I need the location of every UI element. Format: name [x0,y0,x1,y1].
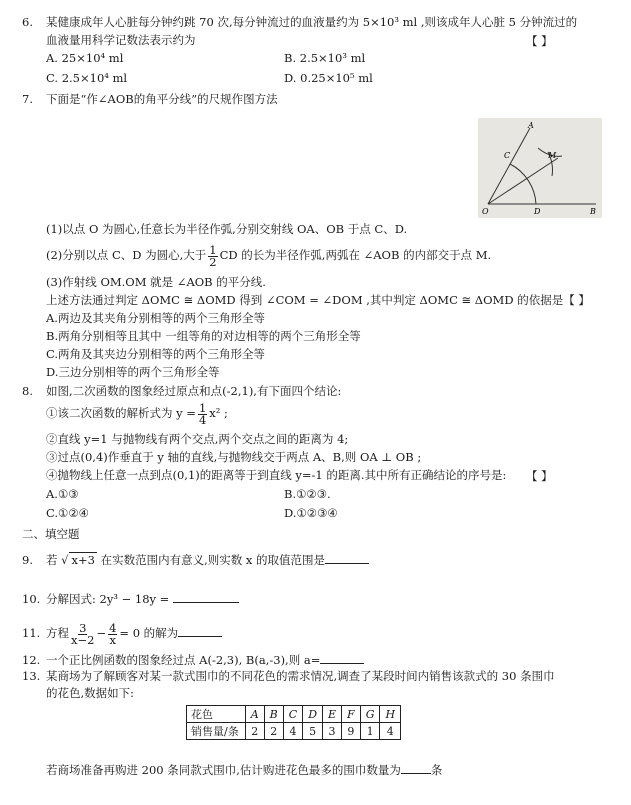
table-cell: 5 [303,723,323,740]
table-cell: A [245,706,264,723]
q10: 10. 分解因式: 2y³ − 18y = [22,591,239,607]
q8-option-c: C.①②④ [46,506,89,520]
fraction-half: $\frac{1}{2}$ [209,242,217,269]
table-header-row [187,706,401,723]
q7-option-c: C.两角及其夹边分别相等的两个三角形全等 [46,347,266,361]
q6-line2: 血液量用科学记数法表示约为 [46,33,196,47]
table-cell: 2 [264,723,283,740]
q9-answer-blank[interactable] [325,552,369,564]
q8-answer-bracket: 【 】 [526,469,553,483]
table-cell: 9 [342,723,361,740]
label-b: B [590,207,596,216]
label-o: O [482,207,489,216]
table-cell: F [342,706,361,723]
q6-line1: 6. 某健康成年人心脏每分钟约跳 70 次,每分钟流过的血液量约为 5×10³ ml ,则该成年人心脏 5 分钟流过的 [22,15,578,29]
q8-option-d: D.①②③④ [284,506,338,520]
q8-option-b: B.①②③. [284,487,331,501]
fraction-3-over-x-minus-2: $\frac{3}{x-2}$ [71,620,95,647]
q11-answer-blank[interactable] [178,625,222,637]
section-heading: 二、填空题 [22,527,80,541]
q8-conclusion-1: ①该二次函数的解析式为 y = $\frac{1}{4}$ x² ; [46,400,228,427]
table-cell: 2 [245,723,264,740]
q9: 9. 若 √ x+3 在实数范围内有意义,则实数 x 的取值范围是 [22,552,369,568]
q12-answer-blank[interactable] [320,652,364,664]
table-cell: D [303,706,323,723]
angle-bisector-diagram [478,118,602,218]
q11: 11. 方程 $\frac{3}{x-2}$ − $\frac{4}{x}$ = 0 的解为 [22,620,222,646]
table-cell: E [323,706,342,723]
q8-conclusion-3: ③过点(0,4)作垂直于 y 轴的直线,与抛物线交于两点 A、B,则 OA ⊥ OB ; [46,450,422,464]
q8-intro: 8. 如图,二次函数的图象经过原点和点(-2,1),有下面四个结论: [22,384,342,398]
q10-answer-blank[interactable] [173,591,239,603]
q8-option-a: A.①③ [46,487,79,501]
fraction-4-over-x: $\frac{4}{x}$ [109,620,117,647]
q9-radicand: x+3 [71,553,95,567]
table-cell: 花色 [187,706,246,723]
table-cell: 3 [323,723,342,740]
q11-number: 11. [22,626,41,640]
fraction-quarter: $\frac{1}{4}$ [198,400,207,427]
q13-line1: 13. 某商场为了解顾客对某一款式围巾的不同花色的需求情况,调查了某段时间内销售该款式的 30 条围巾 [22,669,555,683]
q13-answer-blank[interactable] [401,762,431,774]
q6-option-a: A. 25×10⁴ ml [46,51,124,65]
table-cell: C [283,706,302,723]
q8-number: 8. [22,384,33,398]
label-c: C [504,151,511,160]
q13-final: 若商场准备再购进 200 条同款式围巾,估计购进花色最多的围巾数量为 条 [46,763,443,777]
q7-option-b: B.两角分别相等且其中 一组等角的对边相等的两个三角形全等 [46,329,361,343]
q7-intro: 7. 下面是“作∠AOB的角平分线”的尺规作图方法 [22,92,278,106]
table-cell: G [360,706,380,723]
label-d: D [534,207,541,216]
label-a: A [528,121,534,130]
q7-step1: (1)以点 O 为圆心,任意长为半径作弧,分别交射线 OA、OB 于点 C、D. [46,222,408,236]
table-cell: 4 [283,723,302,740]
table-cell: 销售量/条 [187,723,246,740]
q7-step2: (2)分别以点 C、D 为圆心,大于 $\frac{1}{2}$ CD 的长为半径作弧,两弧在 ∠AOB 的内部交于点 M. [46,242,492,269]
q7-option-d: D.三边分别相等的两个三角形全等 [46,365,220,379]
q12: 12. 一个正比例函数的图象经过点 A(-2,3), B(a,-3),则 a= [22,652,364,668]
q6-option-b: B. 2.5×10³ ml [284,51,366,65]
q12-number: 12. [22,653,41,667]
q13-line2: 的花色,数据如下: [46,686,135,700]
table-cell: 4 [380,723,401,740]
q10-number: 10. [22,592,41,606]
q8-conclusion-2: ②直线 y=1 与抛物线有两个交点,两个交点之间的距离为 4; [46,432,349,446]
q6-option-d: D. 0.25×10⁵ ml [284,71,373,85]
q7-number: 7. [22,92,33,106]
q6-answer-bracket: 【 】 [526,34,553,48]
q7-step3: (3)作射线 OM.OM 就是 ∠AOB 的平分线. [46,275,266,289]
table-cell: H [380,706,401,723]
q7-option-a: A.两边及其夹角分别相等的两个三角形全等 [46,311,265,325]
q9-number: 9. [22,553,33,567]
q8-conclusion-4: ④抛物线上任意一点到点(0,1)的距离等于到直线 y=-1 的距离.其中所有正确结论的序号是: [46,468,507,482]
table-cell: B [264,706,283,723]
q13-number: 13. [22,669,41,683]
table-row [187,723,401,740]
angle-bisector-figure [478,118,602,218]
scarf-sales-table [186,705,401,740]
q6-number: 6. [22,15,33,29]
label-m: M [548,151,557,160]
q7-question: 上述方法通过判定 ΔOMC ≅ ΔOMD 得到 ∠COM = ∠DOM ,其中判定 ΔOMC ≅ ΔOMD 的依据是【 】 [46,293,590,307]
q6-option-c: C. 2.5×10⁴ ml [46,71,128,85]
table-cell: 1 [360,723,380,740]
